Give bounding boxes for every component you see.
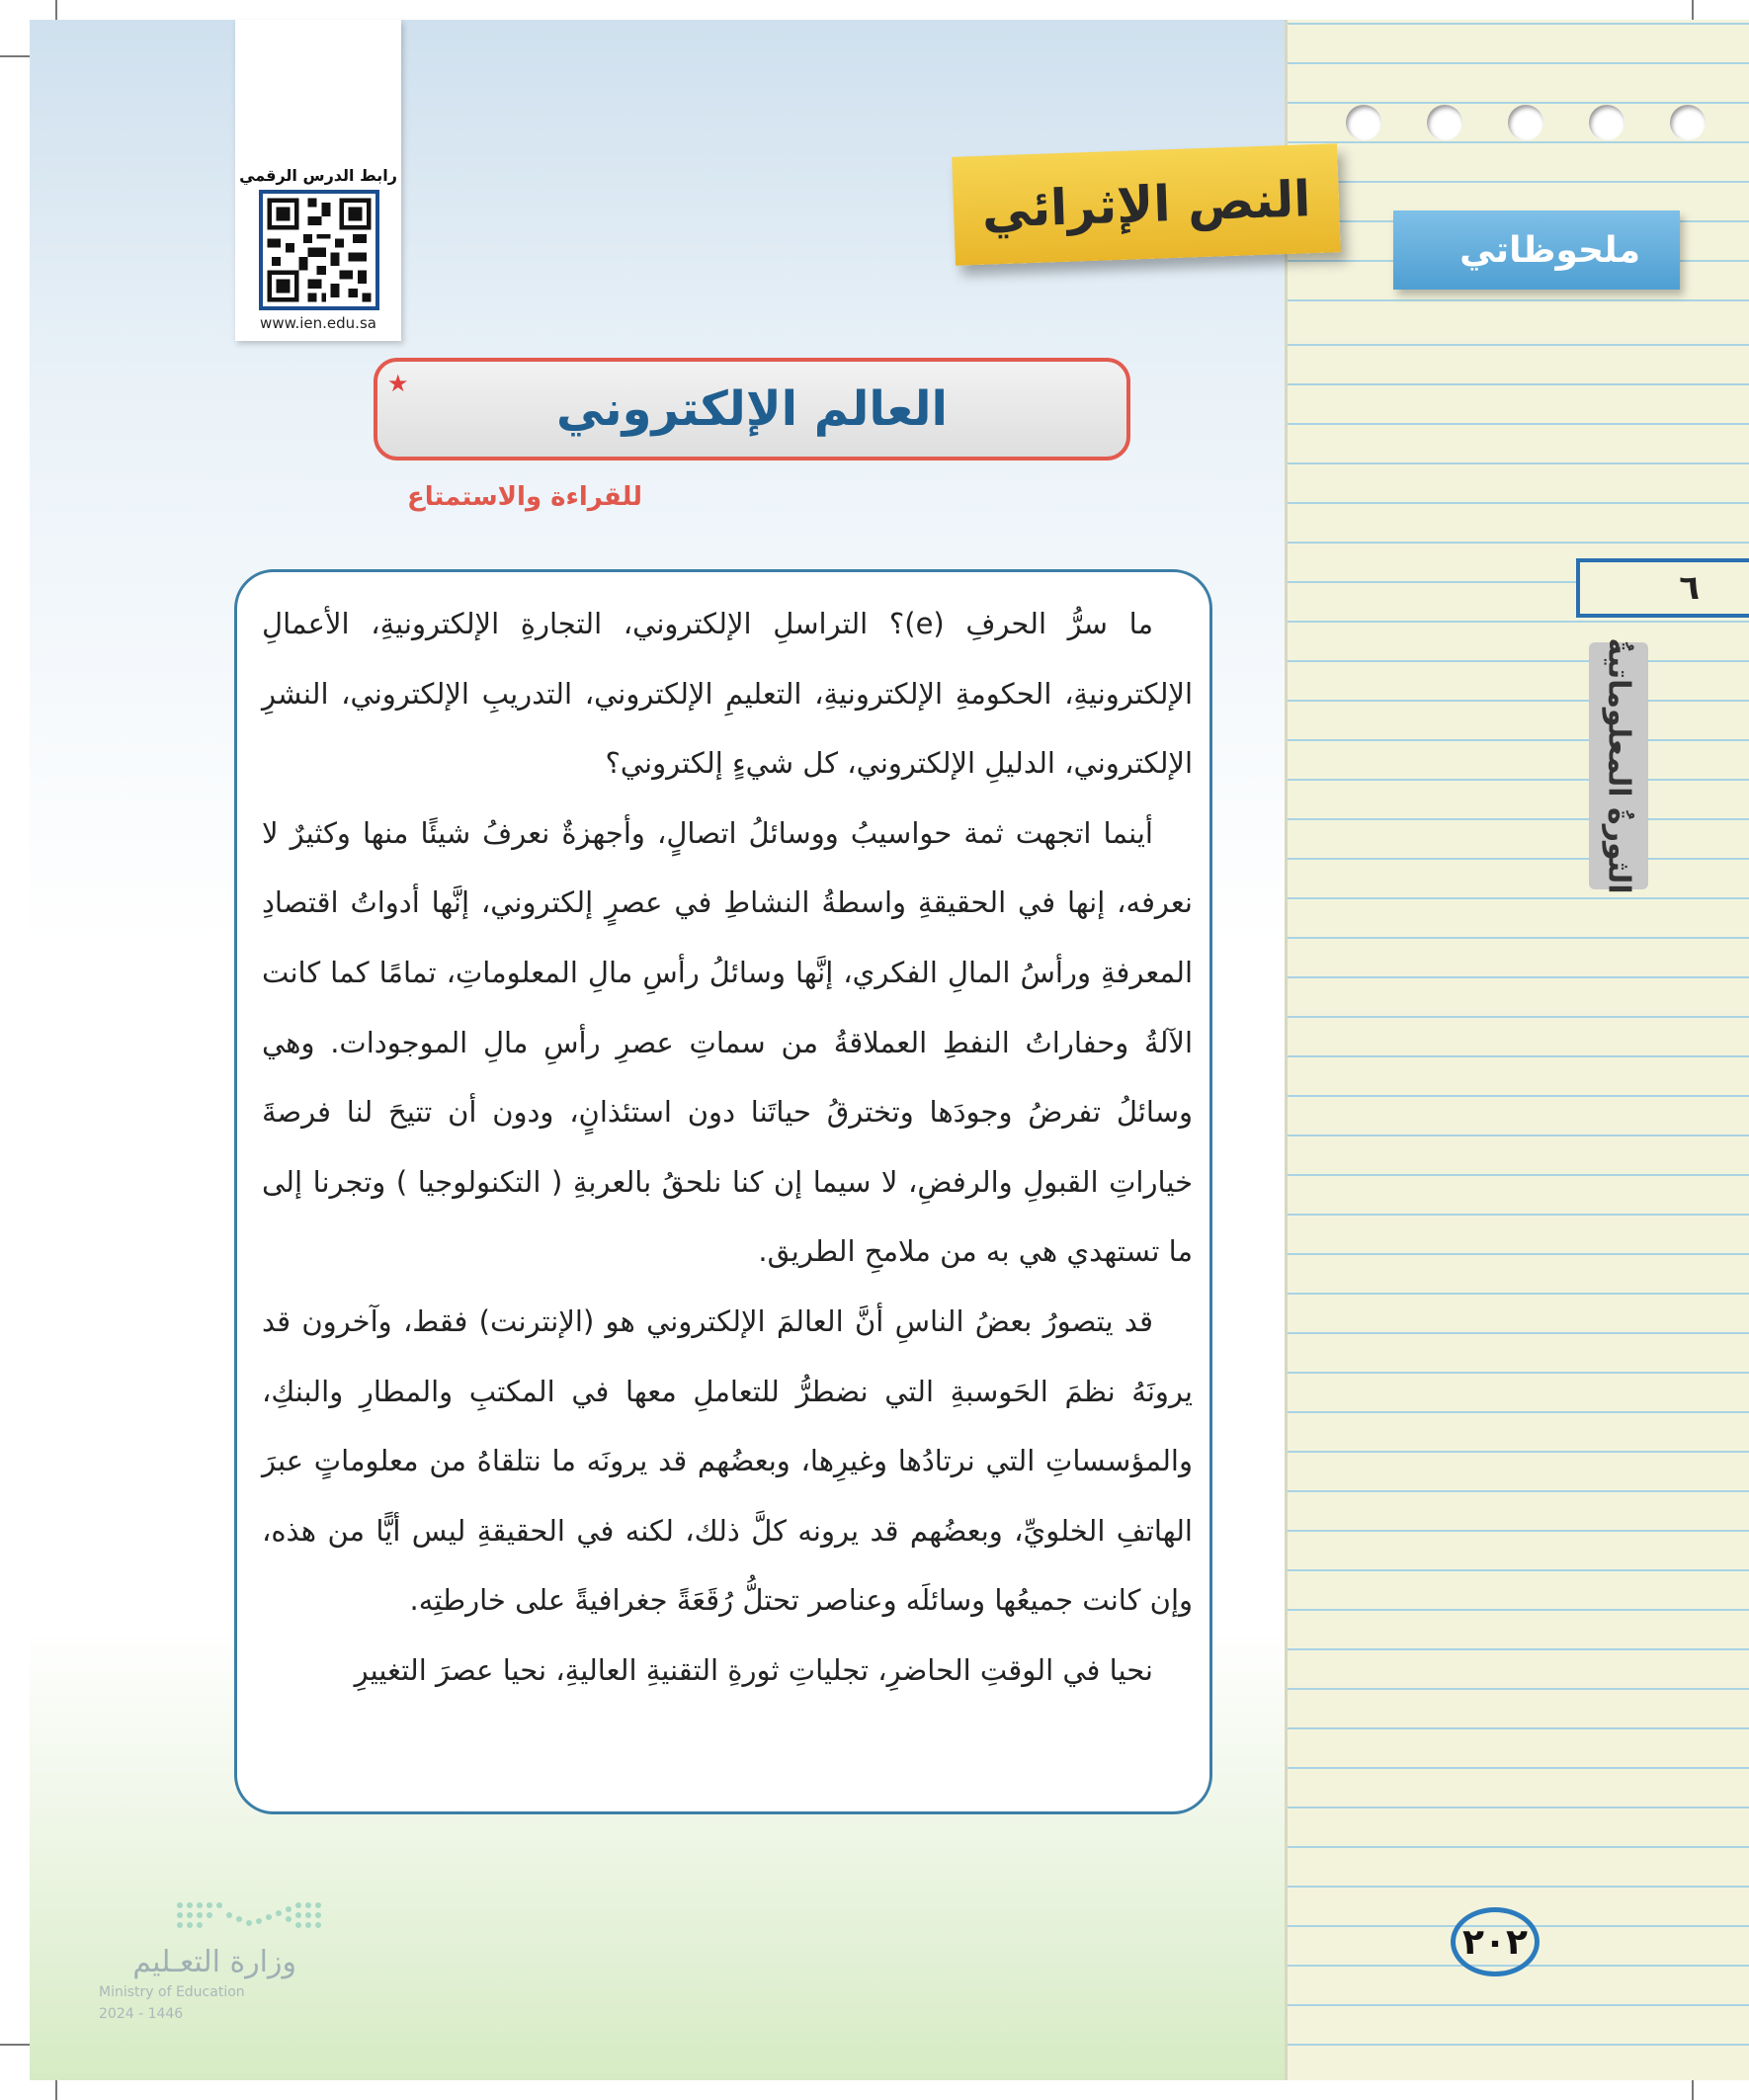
qr-url[interactable]: www.ien.edu.sa	[260, 314, 376, 332]
lesson-title-box	[374, 358, 1130, 461]
lesson-title: العالم الإلكتروني	[556, 381, 948, 437]
notes-tab	[1393, 210, 1680, 290]
notes-tab-label: ملحوظاتي	[1459, 229, 1640, 271]
unit-number-box	[1576, 558, 1749, 618]
ministry-name-en: Ministry of Education	[99, 1984, 245, 2000]
section-tag-label: النص الإثرائي	[980, 170, 1312, 239]
reading-text	[262, 589, 1193, 1706]
binder-hole	[1670, 105, 1706, 140]
page-number-text: ٢٠٢	[1462, 1921, 1528, 1963]
qr-card[interactable]	[235, 20, 401, 341]
ministry-logo-icon	[170, 1897, 328, 1937]
unit-title-tab	[1589, 637, 1648, 894]
paragraph: قد يتصورُ بعضُ الناسِ أنَّ العالمَ الإلكتروني هو (الإنترنت) فقط، وآخرون قد يرونَهُ نظمَ الحَوسبةِ التي نضطرُّ للتعاملِ معها في المكتبِ والمطارِ والبنكِ، والمؤسساتِ التي نرتادُها وغيرِها، وبعضُهم قد يرونَه ما نتلقاهُ من معلوماتٍ عبرَ الهاتفِ الخلويِّ، وبعضُهم قد يرونه كلَّ ذلك، لكنه في الحقيقةِ ليس أيًّا من هذه، وإن كانت جميعُها وسائلَه وعناصر تحتلُّ رُقَعَةً جغرافيةً على خارطتِه.	[262, 1303, 1193, 1618]
ministry-name-ar: وزارة التعـليم	[132, 1945, 296, 1979]
unit-title: الثورةُ المعلوماتيةُ	[1601, 637, 1636, 894]
binder-hole	[1346, 105, 1381, 140]
unit-number: ٦	[1679, 568, 1700, 608]
paragraph: أينما اتجهت ثمة حواسيبُ ووسائلُ اتصالٍ، وأجهزةٌ نعرفُ شيئًا منها وكثيرٌ لا نعرفه، إنها في الحقيقةِ واسطةُ النشاطِ في عصرٍ إلكتروني، إنَّها أدواتُ اقتصادِ المعرفةِ ورأسُ المالِ الفكري، إنَّها وسائلُ رأسِ مالِ المعلوماتِ، تمامًا كما كانت الآلةُ وحفاراتُ النفطِ العملاقةُ من سماتِ عصرِ رأسِ مالِ الموجودات. وهي وسائلُ تفرضُ وجودَها وتخترقُ حياتَنا دون استئذانٍ، ودون أن تتيحَ لنا فرصةَ خياراتِ القبولِ والرفضِ، لا سيما إن كنا نلحقُ بالعربةِ ( التكنولوجيا ) وتجرنا إلى ما تستهدي هي به من ملامحِ الطريق.	[262, 815, 1193, 1269]
binder-hole	[1427, 105, 1462, 140]
lesson-subtitle: للقراءة والاستمتاع	[406, 482, 642, 512]
qr-label: رابط الدرس الرقمي	[239, 166, 397, 185]
paragraph: ما سرُّ الحرفِ (e)؟ التراسلِ الإلكتروني، التجارةِ الإلكترونيةِ، الأعمالِ الإلكترونيةِ، الحكومةِ الإلكترونيةِ، التعليمِ الإلكتروني، التدريبِ الإلكتروني، النشرِ الإلكتروني، الدليلِ الإلكتروني، كل شيءٍ إلكتروني؟	[262, 607, 1193, 781]
binder-hole	[1508, 105, 1543, 140]
page-number	[1451, 1907, 1540, 1976]
paragraph: نحيا في الوقتِ الحاضرِ، تجلياتِ ثورةِ التقنيةِ العاليةِ، نحيا عصرَ التغييرِ	[354, 1652, 1153, 1687]
binder-hole	[1589, 105, 1624, 140]
star-icon: ★	[387, 370, 409, 397]
notes-column	[1288, 20, 1749, 2080]
ministry-year: 2024 - 1446	[99, 2006, 184, 2022]
qr-code-icon[interactable]	[259, 190, 379, 310]
section-tag	[952, 143, 1341, 266]
